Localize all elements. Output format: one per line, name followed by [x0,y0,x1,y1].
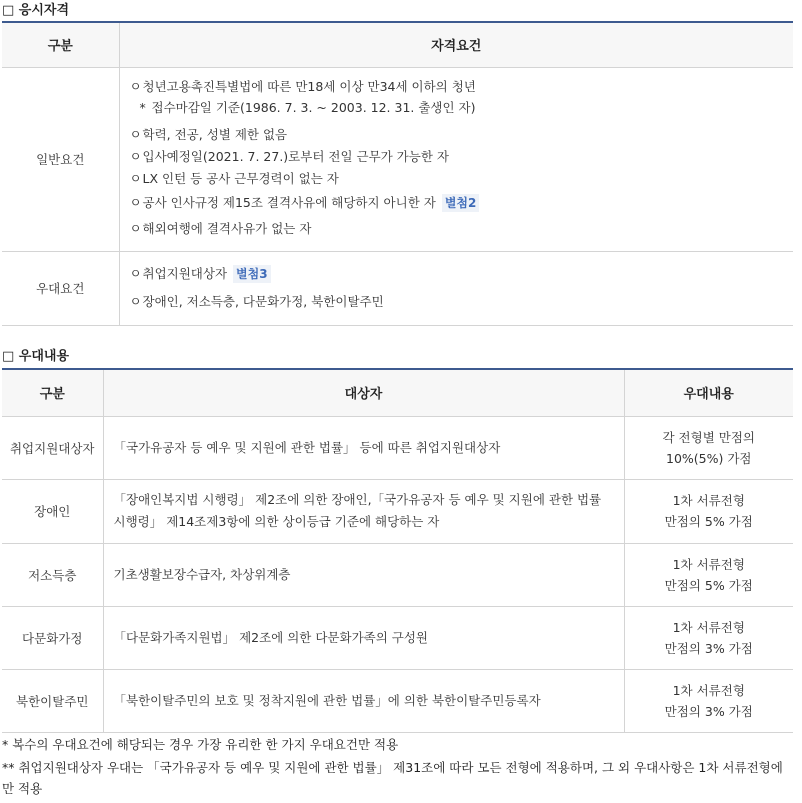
footnote-2: ** 취업지원대상자 우대는 「국가유공자 등 예우 및 지원에 관한 법률」 제31조에 따라 모든 전형에 적용하며, 그 외 우대사항은 1차 서류전형에만 적용 [2,760,783,796]
row-category: 일반요건 [2,67,119,251]
column-header: 구분 [2,369,103,416]
table-row [2,543,793,606]
attachment-badge[interactable]: 별첨3 [233,265,271,283]
requirement-list [130,260,786,316]
row-target: 「다문화가족지원법」 제2조에 의한 다문화가족의 구성원 [103,606,624,669]
row-target: 기초생활보장수급자, 차상위계층 [103,543,624,606]
row-target: 「장애인복지법 시행령」 제2조에 의한 장애인,「국가유공자 등 예우 및 지원에 관한 법률 시행령」 제14조제3항에 의한 상이등급 기준에 해당하는 자 [103,479,624,543]
row-benefit: 1차 서류전형 만점의 5% 가점 [624,479,793,543]
row-category: 북한이탈주민 [2,669,103,732]
table-row [2,251,793,325]
row-benefit: 1차 서류전형 만점의 3% 가점 [624,606,793,669]
table-row [2,416,793,479]
row-category: 우대요건 [2,251,119,325]
row-category: 다문화가정 [2,606,103,669]
column-header: 대상자 [103,369,624,416]
table-row [2,669,793,732]
footnote-1: * 복수의 우대요건에 해당되는 경우 가장 유리한 한 가지 우대요건만 적용 [2,737,399,752]
column-header: 구분 [2,22,119,67]
row-target: 「북한이탈주민의 보호 및 정착지원에 관한 법률」에 의한 북한이탈주민등록자 [103,669,624,732]
table-header-row [2,369,793,416]
attachment-badge[interactable]: 별첨2 [442,194,480,212]
list-item: ㅇ 취업지원대상자 별첨3 [130,260,786,288]
list-item: ㅇ 학력, 전공, 성별 제한 없음 [129,127,288,142]
eligibility-table [2,21,793,326]
list-item: ㅇ 공사 인사규정 제15조 결격사유에 해당하지 아니한 자 별첨2 [130,190,786,216]
list-item: ㅇ LX 인턴 등 공사 근무경력이 없는 자 [129,171,339,186]
list-item: ㅇ 입사예정일(2021. 7. 27.)로부터 전일 근무가 가능한 자 [129,149,449,164]
row-benefit: 1차 서류전형 만점의 5% 가점 [624,543,793,606]
table-row [2,606,793,669]
column-header: 우대내용 [624,369,793,416]
list-item: * 접수마감일 기준(1986. 7. 3. ~ 2003. 12. 31. 출생인 자) [139,100,476,115]
requirement-list [130,76,786,242]
table-header-row [2,22,793,67]
section-title-benefits: □ 우대내용 [2,349,70,364]
requirement-cell [119,67,793,251]
row-benefit: 1차 서류전형 만점의 3% 가점 [624,669,793,732]
list-item: ㅇ 청년고용촉진특별법에 따른 만18세 이상 만34세 이하의 청년 [129,79,476,94]
row-category: 장애인 [2,479,103,543]
row-benefit: 각 전형별 만점의 10%(5%) 가점 [624,416,793,479]
section-title-eligibility: □ 응시자격 [2,3,70,18]
table-row [2,67,793,251]
row-category: 저소득층 [2,543,103,606]
requirement-cell [119,251,793,325]
row-target: 「국가유공자 등 예우 및 지원에 관한 법률」 등에 따른 취업지원대상자 [103,416,624,479]
list-item: ㅇ 장애인, 저소득층, 다문화가정, 북한이탈주민 [129,294,384,309]
table-row [2,479,793,543]
benefits-table [2,368,793,733]
row-category: 취업지원대상자 [2,416,103,479]
list-item: ㅇ 해외여행에 결격사유가 없는 자 [129,221,312,236]
column-header: 자격요건 [119,22,793,67]
